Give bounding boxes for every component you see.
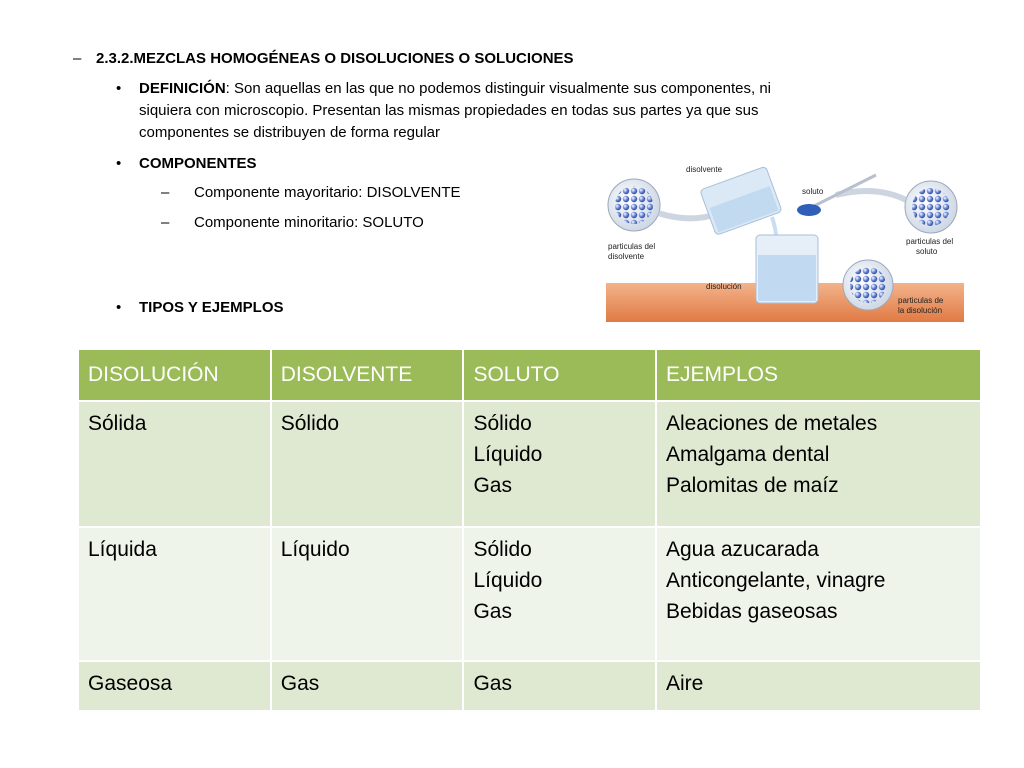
cell-soluto	[463, 401, 655, 527]
label-line: particulas del	[608, 242, 656, 251]
diagram-label-solvent: disolvente	[686, 165, 723, 174]
cell-disolucion: Sólida	[78, 401, 271, 527]
cell-line: Gas	[473, 672, 512, 695]
solute-particles-icon	[912, 188, 950, 226]
cell-line: Líquido	[473, 443, 543, 466]
cell-ejemplos	[656, 661, 981, 711]
cell-soluto	[463, 661, 655, 711]
cell-ejemplos	[656, 527, 981, 661]
beaker-icon	[756, 235, 818, 303]
header-soluto: SOLUTO	[463, 349, 655, 401]
label-line: soluto	[916, 247, 938, 256]
cell-disolvente: Gas	[271, 661, 464, 711]
dash-marker: –	[161, 184, 170, 201]
dash-marker: –	[73, 50, 82, 67]
cell-disolvente: Líquido	[271, 527, 464, 661]
label-line: particulas de	[898, 296, 944, 305]
cell-line: Palomitas de maíz	[665, 474, 839, 497]
header-disolvente: DISOLVENTE	[271, 349, 464, 401]
cell-ejemplos	[656, 401, 981, 527]
table-row	[78, 661, 981, 711]
cell-line: Líquido	[473, 569, 543, 592]
label-line: la disolución	[898, 306, 943, 315]
header-ejemplos: EJEMPLOS	[656, 349, 981, 401]
table-row	[78, 401, 981, 527]
bullet-marker: •	[116, 80, 122, 97]
cell-disolucion: Gaseosa	[78, 661, 271, 711]
cell-disolucion: Líquida	[78, 527, 271, 661]
cell-line: Agua azucarada	[665, 538, 819, 561]
label-line: disolvente	[608, 252, 645, 261]
solutions-table	[77, 348, 982, 712]
cell-line: Amalgama dental	[665, 443, 830, 466]
table-row	[78, 527, 981, 661]
dissolution-diagram	[606, 155, 964, 322]
cell-line: Bebidas gaseosas	[665, 600, 838, 623]
dash-marker: –	[161, 214, 170, 231]
table-header-row	[78, 349, 981, 401]
component-item: Componente mayoritario: DISOLVENTE	[194, 184, 461, 201]
components-label: COMPONENTES	[139, 155, 257, 172]
cell-line: Aleaciones de metales	[665, 412, 878, 435]
cell-line: Sólido	[473, 538, 532, 561]
solvent-particles-icon	[615, 186, 653, 224]
cell-line: Gas	[473, 600, 512, 623]
cell-disolvente: Sólido	[271, 401, 464, 527]
solute-powder-icon	[797, 204, 821, 216]
cell-line: Aire	[665, 672, 704, 695]
definition-text: DEFINICIÓN: Son aquellas en las que no podemos distinguir visualmente sus componentes, ni siquiera con microscopio. Presentan las mismas propiedades en todas sus partes ya que sus componentes se distribuyen de forma regular	[139, 80, 772, 141]
component-item: Componente minoritario: SOLUTO	[194, 214, 424, 231]
header-disolucion: DISOLUCIÓN	[78, 349, 271, 401]
cell-line: Gas	[473, 474, 512, 497]
bullet-marker: •	[116, 299, 122, 316]
solution-particles-icon	[850, 267, 886, 303]
section-heading: 2.3.2.MEZCLAS HOMOGÉNEAS O DISOLUCIONES O SOLUCIONES	[96, 50, 574, 67]
bullet-marker: •	[116, 155, 122, 172]
cell-line: Anticongelante, vinagre	[665, 569, 886, 592]
cell-soluto	[463, 527, 655, 661]
diagram-label-solute: soluto	[802, 187, 824, 196]
types-label: TIPOS Y EJEMPLOS	[139, 299, 284, 316]
diagram-label-solution-particles	[898, 296, 946, 315]
cell-line: Sólido	[473, 412, 532, 435]
diagram-label-solution: disolución	[706, 282, 742, 291]
label-line: particulas del	[906, 237, 954, 246]
